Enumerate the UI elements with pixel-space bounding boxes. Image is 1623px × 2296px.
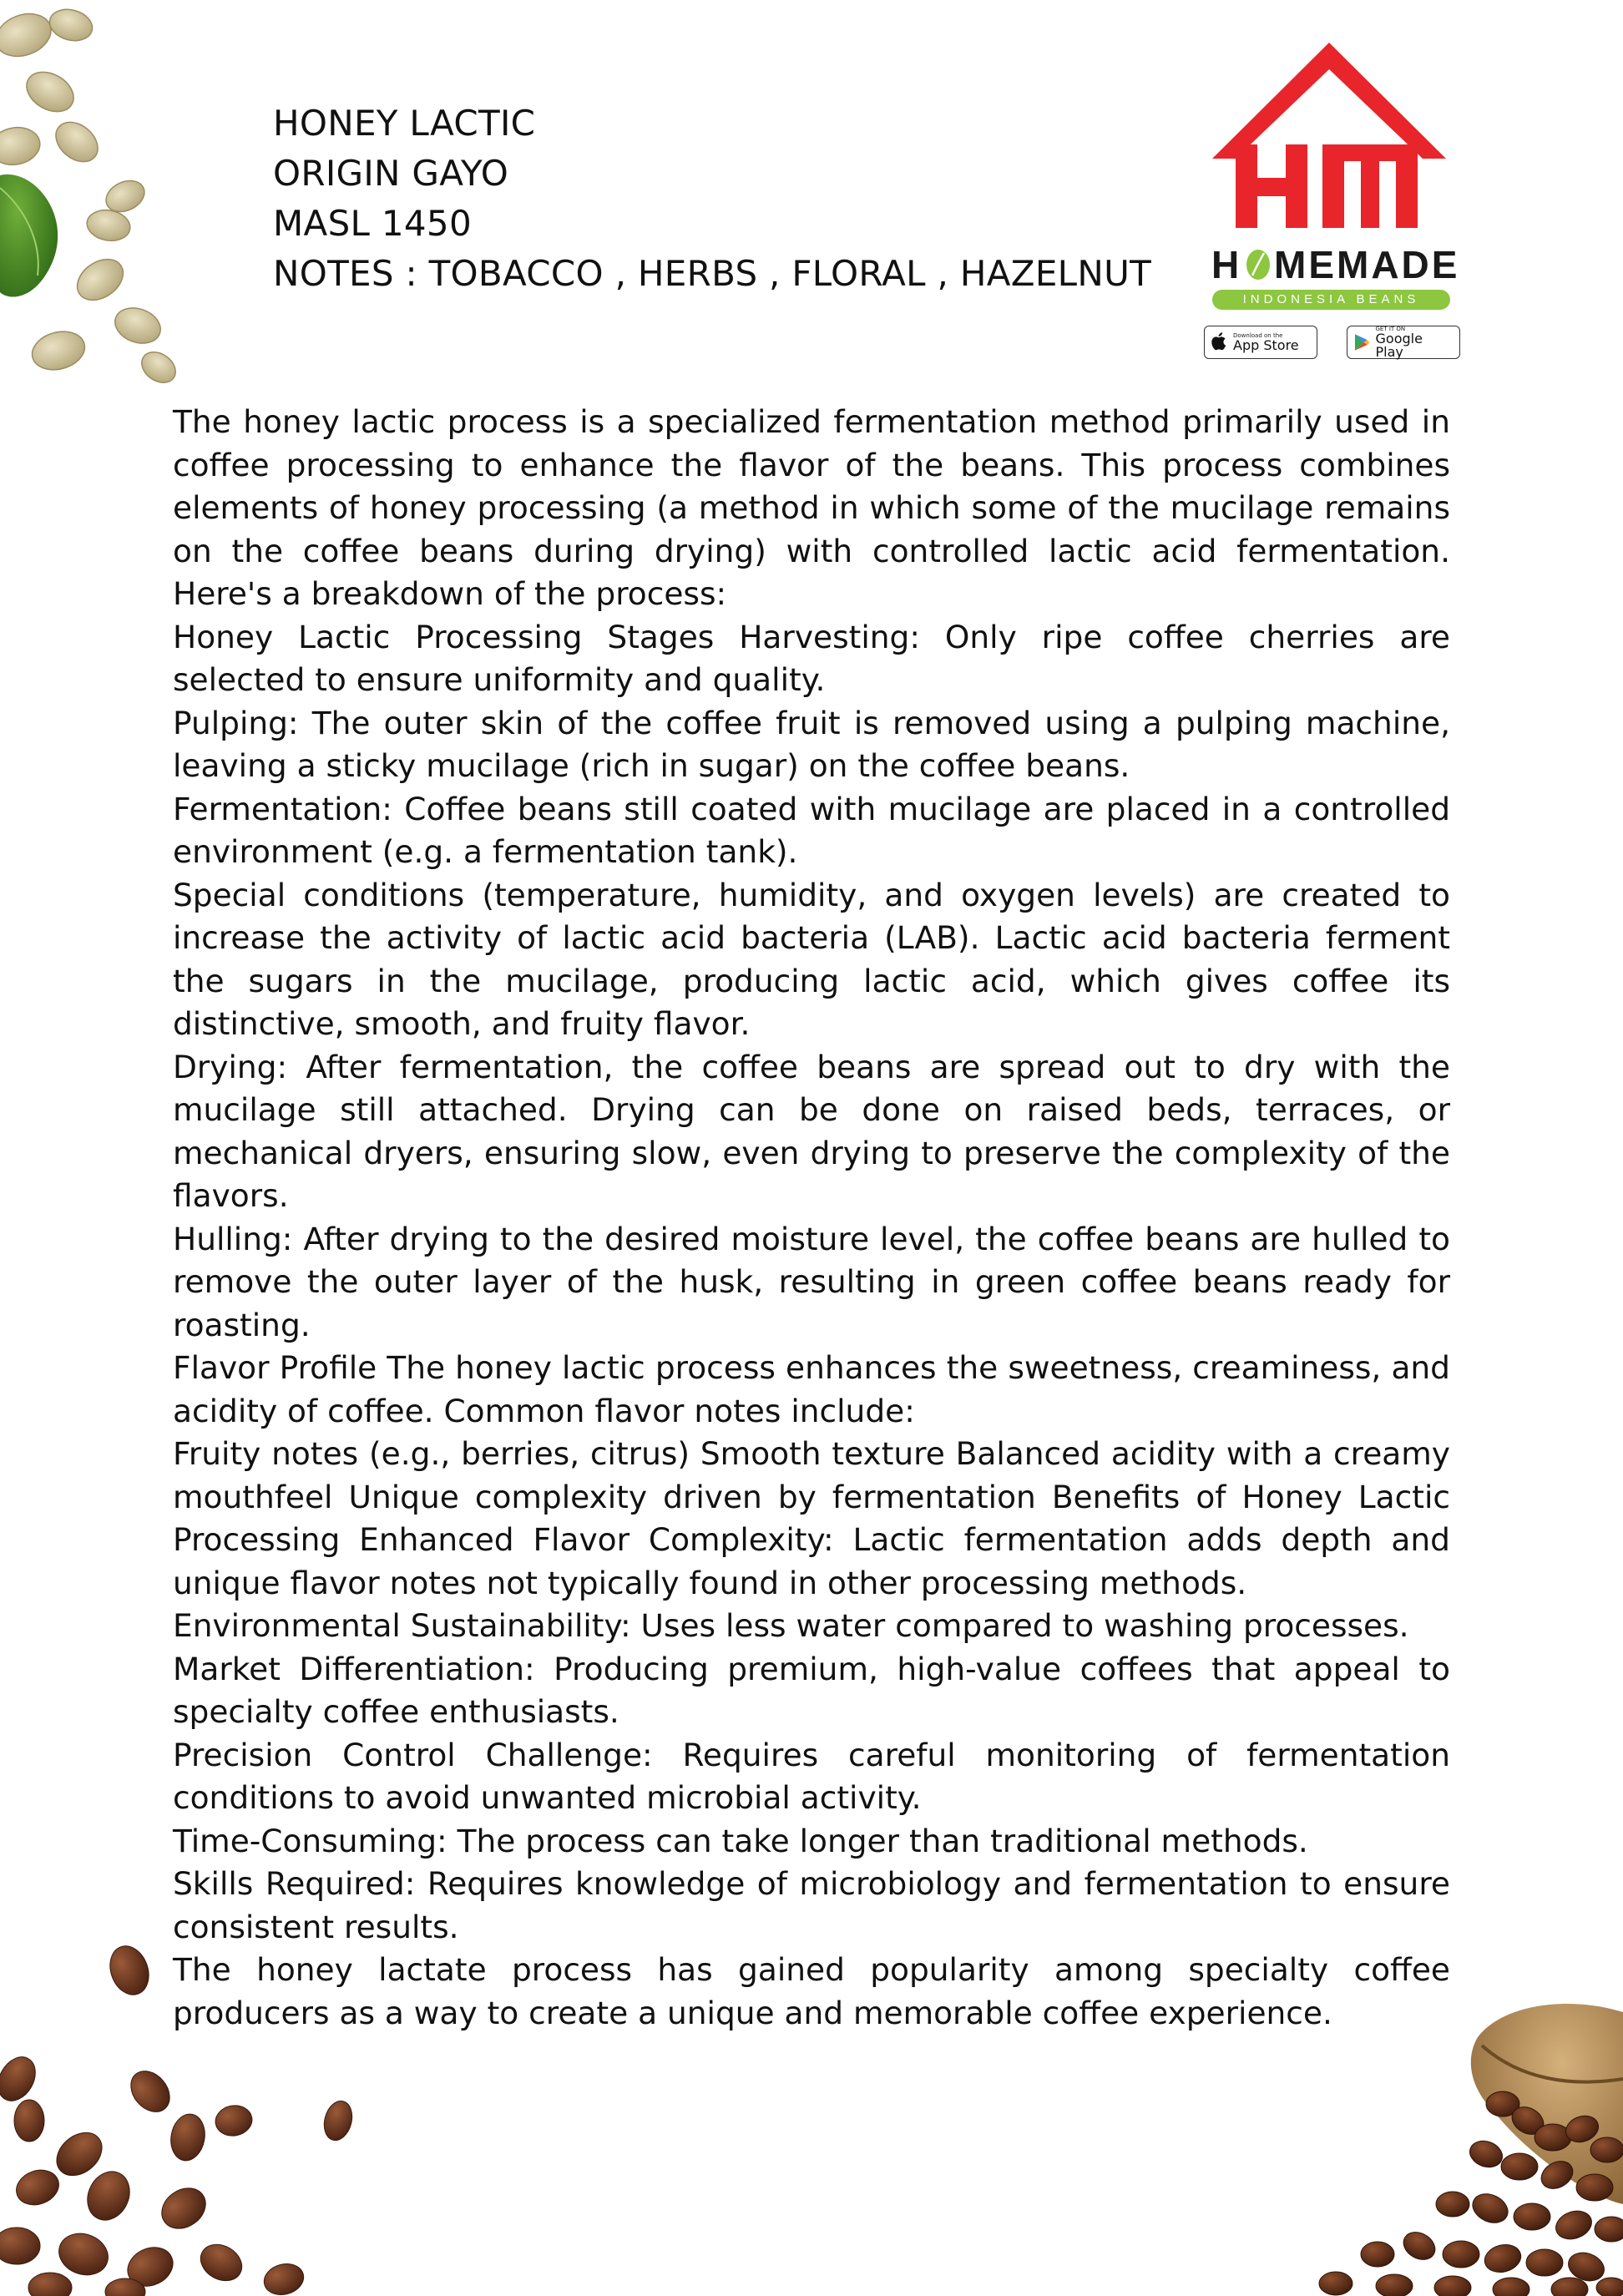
- google-play-small-label: GET IT ON: [1375, 325, 1406, 332]
- paragraph-special-conditions: Special conditions (temperature, humidity, and oxygen levels) are created to increase the activity of lactic acid bacteria (LAB). Lactic acid bacteria ferment the sugars in the mucilage, producing lactic acid, which gives coffee its distinctive, smooth, and fruity flavor.: [173, 876, 1450, 1042]
- paragraph-precision: Precision Control Challenge: Requires careful monitoring of fermentation conditions to avoid unwanted microbial activity.: [173, 1736, 1450, 1816]
- app-store-small-label: Download on the: [1233, 331, 1283, 339]
- google-play-badge[interactable]: [1347, 326, 1460, 359]
- paragraph-harvesting: Honey Lactic Processing Stages Harvesting: Only ripe coffee cherries are selected to ensure uniformity and quality.: [173, 618, 1450, 698]
- paragraph-intro: The honey lactic process is a specialized fermentation method primarily used in coffee processing to enhance the flavor of the beans. This process combines elements of honey processing (a method in which some of the mucilage remains on the coffee beans during drying) with controlled lactic acid fermentation. Here's a breakdown of the process:: [173, 403, 1450, 612]
- house-logo-icon: [1202, 38, 1469, 313]
- paragraph-flavor-profile: Flavor Profile The honey lactic process enhances the sweetness, creaminess, and acidity of coffee. Common flavor notes include:: [173, 1349, 1450, 1429]
- paragraph-fermentation: Fermentation: Coffee beans still coated with mucilage are placed in a controlled environment (e.g. a fermentation tank).: [173, 790, 1450, 870]
- paragraph-sustainability: Environmental Sustainability: Uses less water compared to washing processes.: [173, 1607, 1409, 1644]
- product-altitude: MASL 1450: [273, 203, 472, 244]
- product-info: [273, 99, 1151, 299]
- paragraph-fruity-notes: Fruity notes (e.g., berries, citrus) Smooth texture Balanced acidity with a creamy mouthfeel Unique complexity driven by fermentation Benefits of Honey Lactic Processing Enhanced Flavor Complexity: Lactic fermentation adds depth and unique flavor notes not typically found in other processing methods.: [173, 1435, 1450, 1601]
- product-name: HONEY LACTIC: [273, 103, 536, 144]
- paragraph-time: Time-Consuming: The process can take longer than traditional methods.: [173, 1822, 1308, 1859]
- product-origin: ORIGIN GAYO: [273, 153, 509, 194]
- homemade-logo: [1202, 38, 1469, 372]
- green-coffee-beans-image: [0, 0, 217, 392]
- svg-text:MEMADE: MEMADE: [1274, 243, 1460, 286]
- paragraph-market: Market Differentiation: Producing premium, high-value coffees that appeal to specialty coffee enthusiasts.: [173, 1650, 1450, 1730]
- app-store-badge[interactable]: [1204, 326, 1317, 359]
- product-notes: NOTES : TOBACCO , HERBS , FLORAL , HAZELNUT: [273, 253, 1152, 294]
- apple-icon: [1211, 332, 1228, 352]
- paragraph-conclusion: The honey lactate process has gained popularity among specialty coffee producers as a way to create a unique and memorable coffee experience.: [173, 1951, 1450, 2031]
- paragraph-pulping: Pulping: The outer skin of the coffee fruit is removed using a pulping machine, leaving a sticky mucilage (rich in sugar) on the coffee beans.: [173, 704, 1450, 784]
- google-play-icon: [1354, 333, 1371, 351]
- google-play-label: Google Play: [1375, 330, 1423, 360]
- paragraph-hulling: Hulling: After drying to the desired moisture level, the coffee beans are hulled to remove the outer layer of the husk, resulting in green coffee beans ready for roasting.: [173, 1220, 1450, 1343]
- app-store-label: App Store: [1233, 336, 1299, 353]
- paragraph-drying: Drying: After fermentation, the coffee beans are spread out to dry with the mucilage still attached. Drying can be done on raised beds, terraces, or mechanical dryers, ensuring slow, even drying to preserve the complexity of the flavors.: [173, 1048, 1450, 1214]
- paragraph-skills: Skills Required: Requires knowledge of microbiology and fermentation to ensure consistent results.: [173, 1865, 1450, 1945]
- svg-text:H: H: [1211, 243, 1242, 286]
- process-description: [173, 401, 1450, 2035]
- logo-tagline: INDONESIA BEANS: [1242, 292, 1420, 306]
